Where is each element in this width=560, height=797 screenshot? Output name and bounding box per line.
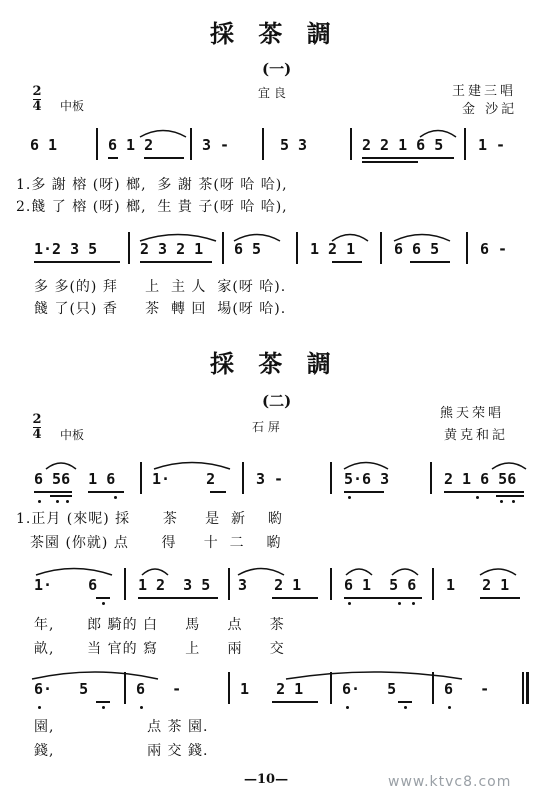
song2-lyrics-line2-verse2: 畝, 当 官的 寫 上 兩 交	[34, 641, 285, 657]
lower-octave-dot	[448, 706, 451, 709]
underline	[96, 597, 110, 599]
slur	[490, 460, 528, 470]
measure: 1 2 1	[446, 576, 510, 594]
measure: 6 1	[30, 136, 58, 154]
song1-time-signature	[30, 86, 44, 113]
slur	[44, 460, 78, 470]
barline	[330, 568, 332, 600]
underline	[50, 495, 72, 497]
lower-octave-dot	[412, 602, 415, 605]
underline	[272, 701, 318, 703]
measure: 5·6 3	[344, 470, 390, 488]
slur	[152, 460, 232, 470]
slur	[138, 232, 218, 242]
measure: 1· 6	[34, 576, 98, 594]
slur	[390, 566, 420, 576]
measure: 3 2 1	[238, 576, 302, 594]
slur	[140, 566, 170, 576]
measure: 2 1 6 56	[444, 470, 517, 488]
song1-lyrics-line2-verse2: 餞 了(只) 香 茶 轉 回 場(呀 哈).	[34, 301, 287, 317]
underline	[138, 597, 218, 599]
measure: 2 3 2 1	[140, 240, 204, 258]
underline	[362, 161, 418, 163]
underline	[108, 157, 118, 159]
lower-octave-dot	[476, 496, 479, 499]
barline	[296, 232, 298, 264]
measure: 1 -	[478, 136, 506, 154]
song2-lyrics-line1-verse2: 茶園 (你就) 点 得 十 二 喲	[30, 535, 282, 551]
barline	[432, 568, 434, 600]
measure: 6 6 5	[394, 240, 440, 258]
song1-transcriber-credit: 金 沙記	[462, 102, 518, 117]
song1-singer-credit: 王建三唱	[452, 84, 517, 99]
slur	[478, 566, 518, 576]
lower-octave-dot	[38, 706, 41, 709]
slur	[138, 128, 188, 138]
slur	[392, 232, 452, 242]
underline	[362, 157, 454, 159]
measure: 6 -	[480, 240, 508, 258]
slur	[330, 232, 370, 242]
measure: 2 2 1 6 5	[362, 136, 444, 154]
song1-lyrics-line1-verse2: 2.餞 了 榕 (呀) 榔, 生 貴 子(呀 哈 哈),	[16, 199, 288, 215]
barline	[430, 462, 432, 494]
underline	[496, 495, 524, 497]
barline	[350, 128, 352, 160]
time-sig-bottom: 4	[32, 99, 42, 114]
lower-octave-dot	[398, 602, 401, 605]
underline	[410, 261, 450, 263]
song2-lyrics-line3-verse2: 錢, 兩 交 錢.	[34, 743, 209, 759]
song2-time-signature	[30, 414, 44, 441]
barline	[466, 232, 468, 264]
measure: 6 -	[136, 680, 182, 698]
underline	[210, 491, 226, 493]
song2-transcriber-credit: 黄克和記	[444, 428, 509, 443]
slur	[342, 460, 390, 470]
measure: 6· 5	[342, 680, 397, 698]
barline	[330, 462, 332, 494]
lower-octave-dot	[346, 706, 349, 709]
slur	[284, 670, 464, 680]
lower-octave-dot	[512, 500, 515, 503]
lower-octave-dot	[404, 706, 407, 709]
time-sig-bottom: 4	[32, 427, 42, 442]
barline	[228, 568, 230, 600]
barline	[128, 232, 130, 264]
underline	[344, 491, 384, 493]
slur	[236, 566, 286, 576]
underline	[398, 701, 412, 703]
time-sig-top: 2	[32, 84, 42, 99]
measure: 6 1 5 6	[344, 576, 417, 594]
lower-octave-dot	[500, 500, 503, 503]
underline	[444, 491, 524, 493]
measure: 5 3	[280, 136, 308, 154]
time-sig-top: 2	[32, 412, 42, 427]
song2-staff-line-3	[0, 670, 560, 706]
barline	[124, 568, 126, 600]
song2-staff-line-2	[0, 566, 560, 602]
lower-octave-dot	[102, 706, 105, 709]
lower-octave-dot	[348, 602, 351, 605]
song2-lyrics-line2-verse1: 年, 郎 騎的 白 馬 点 茶	[34, 617, 285, 633]
slur	[30, 670, 160, 680]
song2-lyrics-line1-verse1: 1.正月 (來呢) 採 茶 是 新 喲	[16, 511, 283, 527]
barline	[262, 128, 264, 160]
song2-section-number: (二)	[262, 392, 292, 410]
barline	[140, 462, 142, 494]
song1-tempo: 中板	[60, 99, 85, 113]
song2-staff-line-1	[0, 460, 560, 496]
song2-singer-credit: 熊天荣唱	[440, 406, 505, 421]
song1-lyrics-line2-verse1: 多 多(的) 拜 上 主 人 家(呀 哈).	[34, 279, 287, 295]
measure: 6 -	[444, 680, 490, 698]
measure: 1 2 1	[310, 240, 356, 258]
underline	[34, 491, 72, 493]
song2-region: 石 屏	[252, 420, 280, 434]
underline	[332, 261, 362, 263]
underline	[144, 157, 184, 159]
measure: 3 -	[256, 470, 284, 488]
song1-staff-line-1	[0, 128, 560, 162]
watermark: www.ktvc8.com	[388, 774, 512, 790]
lower-octave-dot	[140, 706, 143, 709]
final-barline	[526, 672, 529, 704]
measure: 6· 5	[34, 680, 89, 698]
lower-octave-dot	[56, 500, 59, 503]
barline	[228, 672, 230, 704]
measure: 1 2 1	[240, 680, 304, 698]
underline	[34, 261, 120, 263]
barline	[380, 232, 382, 264]
measure: 3 -	[202, 136, 230, 154]
underline	[96, 701, 110, 703]
slur	[418, 128, 458, 138]
underline	[88, 491, 124, 493]
barline	[242, 462, 244, 494]
final-barline	[522, 672, 524, 704]
slur	[34, 566, 114, 576]
underline	[344, 597, 422, 599]
barline	[464, 128, 466, 160]
song2-lyrics-line3-verse1: 園, 点 茶 園.	[34, 719, 209, 735]
lower-octave-dot	[114, 496, 117, 499]
song1-section-number: (一)	[262, 60, 292, 78]
measure: 1· 2	[152, 470, 216, 488]
song1-title: 採 茶 調	[210, 19, 339, 48]
underline	[140, 261, 212, 263]
slur	[344, 566, 374, 576]
song2-title: 採 茶 調	[210, 349, 339, 378]
barline	[190, 128, 192, 160]
barline	[96, 128, 98, 160]
underline	[272, 597, 318, 599]
measure: 1 2 3 5	[138, 576, 211, 594]
song1-staff-line-2	[0, 232, 560, 266]
barline	[222, 232, 224, 264]
underline	[480, 597, 520, 599]
song2-tempo: 中板	[60, 428, 85, 442]
lower-octave-dot	[66, 500, 69, 503]
slur	[232, 232, 282, 242]
song1-region: 宜 良	[258, 86, 286, 100]
lower-octave-dot	[348, 496, 351, 499]
measure: 1·2 3 5	[34, 240, 98, 258]
page-number: —10—	[244, 772, 289, 787]
measure: 6 56 1 6	[34, 470, 116, 488]
measure: 6 5	[234, 240, 262, 258]
song1-lyrics-line1-verse1: 1.多 謝 榕 (呀) 榔, 多 謝 茶(呀 哈 哈),	[16, 177, 288, 193]
measure: 6 1 2	[108, 136, 154, 154]
lower-octave-dot	[102, 602, 105, 605]
lower-octave-dot	[38, 500, 41, 503]
